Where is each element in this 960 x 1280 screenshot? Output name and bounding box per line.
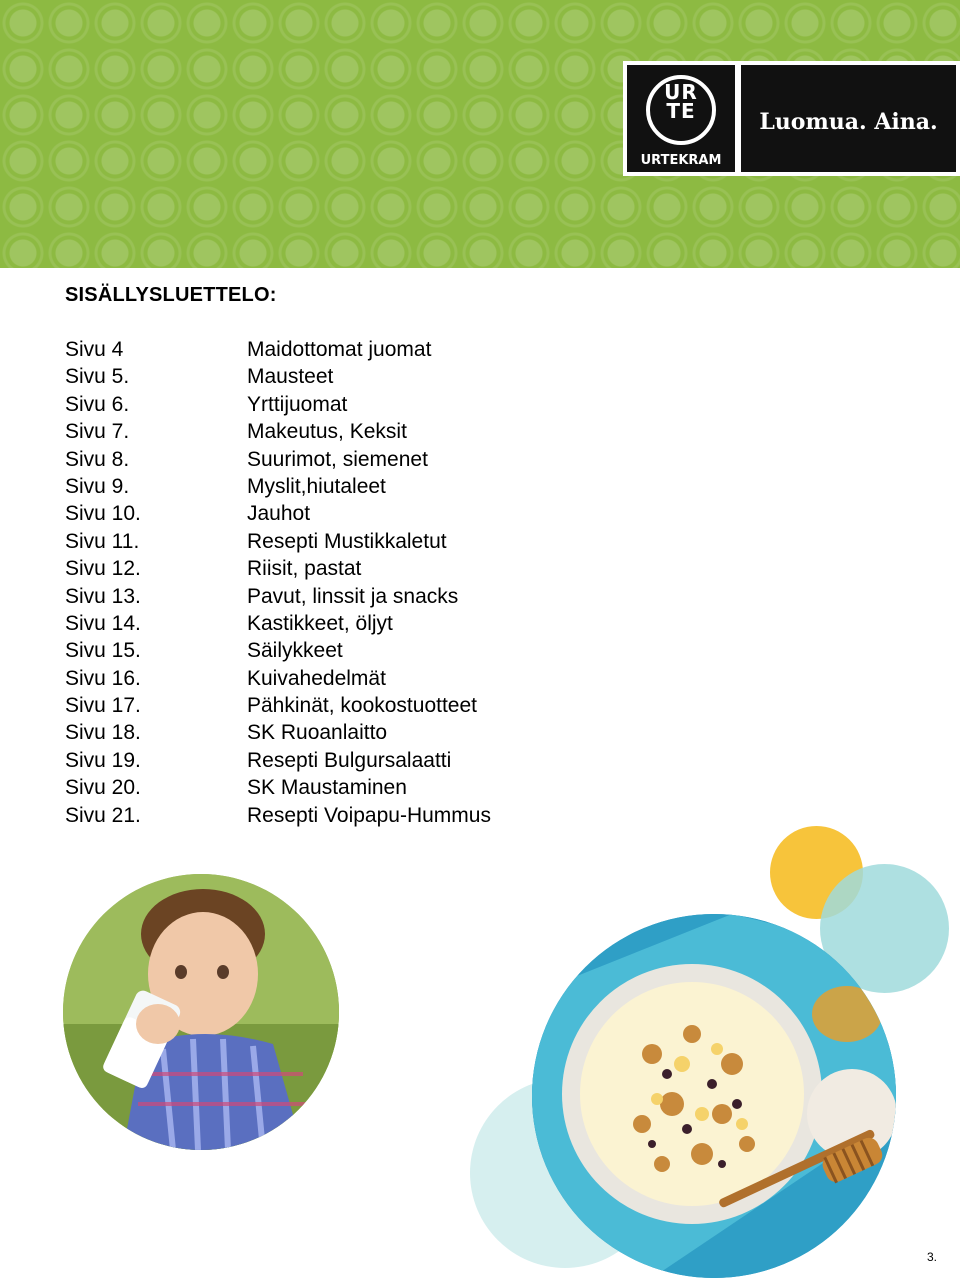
- child-illustration: [63, 874, 339, 1150]
- toc-topic: Resepti Bulgursalaatti: [247, 748, 452, 772]
- toc-page-number: Sivu 6.: [65, 392, 130, 416]
- toc-topic: Kastikkeet, öljyt: [247, 611, 393, 635]
- toc-page-number: Sivu 14.: [65, 611, 141, 635]
- toc-topic: Maidottomat juomat: [247, 338, 432, 361]
- toc-topic: Yrttijuomat: [247, 392, 348, 416]
- logo-emblem: [627, 65, 735, 172]
- toc-topic: Jauhot: [247, 502, 311, 526]
- toc-page-number: Sivu 13.: [65, 584, 141, 608]
- brand-logo: [623, 61, 960, 176]
- toc-page-number: Sivu 17.: [65, 694, 141, 718]
- toc-topic: Pavut, linssit ja snacks: [247, 584, 459, 608]
- toc-topic: Mausteet: [247, 365, 334, 389]
- toc-page-number: Sivu 7.: [65, 420, 130, 444]
- toc-page-number: Sivu 10.: [65, 502, 141, 526]
- toc-topic: Resepti Mustikkaletut: [247, 529, 447, 553]
- toc-page-number: Sivu 16.: [65, 666, 141, 690]
- toc-topic: Säilykkeet: [247, 639, 343, 663]
- child-drinking-milk-photo: [63, 874, 339, 1150]
- toc-page-number: Sivu 4: [65, 338, 124, 361]
- toc-page-number: Sivu 21.: [65, 803, 141, 827]
- toc-page-number: Sivu 11.: [65, 529, 140, 553]
- page-number: 3.: [927, 1250, 938, 1264]
- toc-topic: Myslit,hiutaleet: [247, 474, 386, 498]
- toc-page-number: Sivu 15.: [65, 639, 141, 663]
- toc-page-number: Sivu 5.: [65, 365, 130, 389]
- logo-emblem-letters: UR TE: [664, 80, 698, 123]
- toc-topic: Suurimot, siemenet: [247, 447, 428, 471]
- muesli-illustration: [532, 914, 896, 1278]
- logo-slogan-panel: [741, 65, 956, 172]
- logo-brand-name: URTEKRAM: [640, 153, 722, 168]
- toc-topic: SK Maustaminen: [247, 776, 407, 800]
- toc-page-number: Sivu 12.: [65, 557, 141, 581]
- toc-page-number: Sivu 8.: [65, 447, 130, 471]
- toc-topic: Pähkinät, kookostuotteet: [247, 694, 477, 718]
- toc-title: SISÄLLYSLUETTELO:: [65, 284, 277, 306]
- toc-page-number: Sivu 18.: [65, 721, 141, 745]
- toc-topic: Makeutus, Keksit: [247, 420, 407, 444]
- toc-topic: Kuivahedelmät: [247, 666, 386, 690]
- toc-topic: Riisit, pastat: [247, 557, 362, 581]
- toc-topic: SK Ruoanlaitto: [247, 721, 388, 745]
- muesli-bowl-photo: [532, 914, 896, 1278]
- toc-topic: Resepti Voipapu-Hummus: [247, 803, 491, 827]
- logo-slogan: Luomua. Aina.: [759, 109, 938, 135]
- toc-page-number: Sivu 19.: [65, 748, 141, 772]
- toc-page-number: Sivu 9.: [65, 474, 130, 498]
- toc-page-number: Sivu 20.: [65, 776, 141, 800]
